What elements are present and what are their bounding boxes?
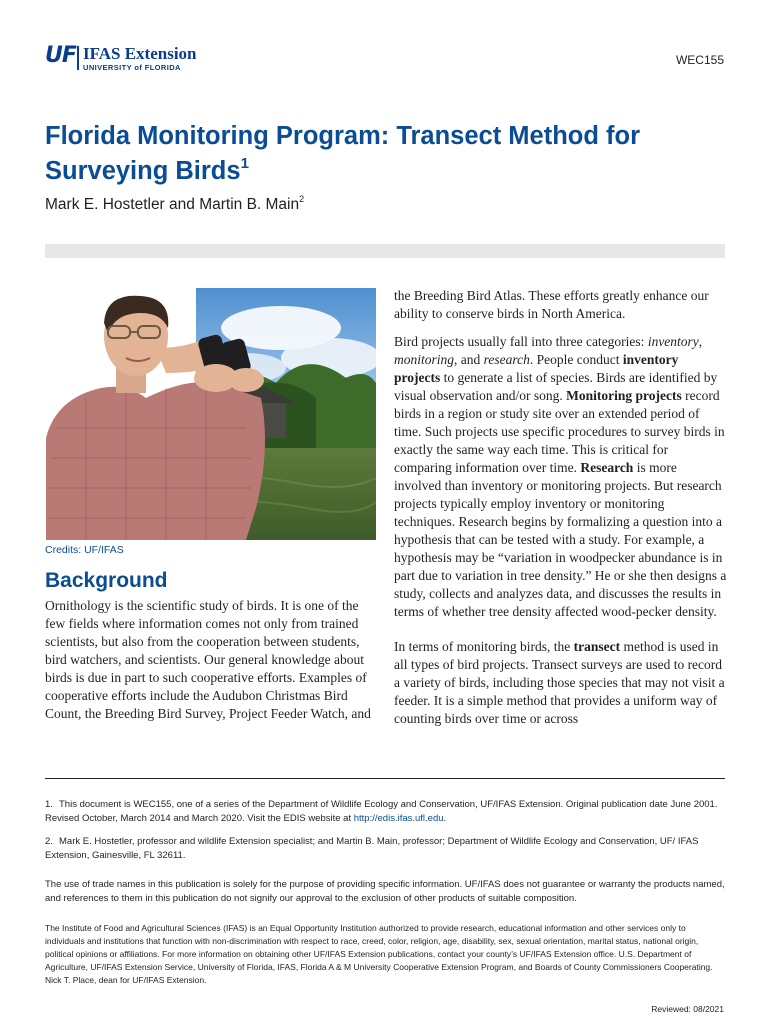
term-inventory: inventory: [647, 334, 699, 349]
logo-divider: [77, 46, 79, 70]
header-rule: [45, 244, 725, 258]
ifas-extension-logo: [45, 44, 215, 74]
authors-line: [45, 196, 304, 214]
text-run: Bird projects usually fall into three categories:: [394, 334, 648, 349]
photo-credits: Credits: UF/IFAS: [45, 544, 124, 556]
authors-footnote-mark: 2: [299, 194, 305, 204]
logo-university-text: UNIVERSITY of FLORIDA: [83, 63, 181, 72]
title-footnote-mark: 1: [240, 155, 249, 172]
term-research: research: [483, 352, 530, 367]
birdwatcher-photo: [46, 288, 376, 540]
footnote-text: This document is WEC155, one of a series of the Department of Wildlife Ecology and Conservation, UF/IFAS Extension. Original publication date June 2001. Revised October, March 2014 and March 2020. Visit the EDIS website at: [45, 799, 718, 824]
footnote-number: 1.: [45, 799, 53, 810]
text-run: method is used in all types of bird projects. Transect surveys are used to record a variety of birds, including those species that may not visit a feeder. It is a simple method that provides a uniform way of counting birds over time or across: [394, 639, 725, 726]
reviewed-date: Reviewed: 08/2021: [651, 1004, 724, 1014]
text-run: record birds in a region or study site over an extended period of time. Such projects use specific procedures to survey birds in exactly the same way each time. This is critical for comparing information over time.: [394, 388, 725, 475]
section-heading-background: Background: [45, 569, 168, 592]
text-run: to generate a list of species. Birds are identified by visual observation and/or song.: [394, 370, 718, 403]
footnote-period: .: [443, 812, 447, 824]
uf-logo-mark: UF: [45, 43, 76, 68]
authors-text: Mark E. Hostetler and Martin B. Main: [45, 196, 300, 213]
term-transect: transect: [573, 639, 621, 654]
text-run: In terms of monitoring birds, the: [394, 639, 574, 654]
institution-statement: The Institute of Food and Agricultural Sciences (IFAS) is an Equal Opportunity Institution authorized to provide research, educational information and other services only to individuals and institutions that function with non-discrimination with respect to race, creed, color, religion, age, disability, sex, sexual orientation, marital status, national origin, political opinions or affiliations. For more information on obtaining other UF/IFAS Extension publications, contact your county’s UF/IFAS Extension office. U.S. Department of Agriculture, UF/IFAS Extension Service, University of Florida, IFAS, Florida A & M University Cooperative Extension Program, and Boards of County Commissioners Cooperating. Nick T. Place, dean for UF/IFAS Extension.: [45, 923, 713, 985]
paragraph-transect-method: [394, 638, 727, 728]
trade-name-disclaimer: The use of trade names in this publication is solely for the purpose of providing specific information. UF/IFAS does not guarantee or warranty the products named, and references to them in this publication do not signify our approval to the exclusion of other products of suitable composition.: [45, 879, 725, 904]
text-run: is more involved than inventory or monitoring projects. But research projects typically employ inventory or monitoring techniques. Research begins by formalizing a question into a hypothesis that can be tested with a study. For example, a hypothesis may be “variation in woodpecker abundance is in part due to variation in tree density.” He or she then designs a study, collects and analyzes data, and discusses the results in terms of whether tree density affected wood-pecker density.: [394, 460, 727, 619]
term-monitoring: monitoring: [394, 352, 455, 367]
right-column: [394, 287, 727, 738]
paragraph-bird-projects: [394, 333, 727, 621]
footnote-text: Mark E. Hostetler, professor and wildlife Extension specialist; and Martin B. Main, professor; Department of Wildlife Ecology and Conservation, UF/ IFAS Extension, Gainesville, FL 32611.: [45, 836, 699, 861]
text-run: ,: [698, 334, 703, 349]
page-title-text: Florida Monitoring Program: Transect Method for Surveying Birds: [45, 122, 641, 185]
text-run: . People conduct: [529, 352, 623, 367]
footnote-divider: [45, 778, 725, 779]
term-research-bold: Research: [580, 460, 634, 475]
document-id: WEC155: [675, 53, 724, 67]
footnote-1: [45, 798, 725, 825]
term-inventory-projects: inventory projects: [394, 352, 679, 385]
photo-illustration: [46, 288, 376, 540]
logo-ifas-text: IFAS Extension: [83, 44, 197, 63]
edis-link[interactable]: http://edis.ifas.ufl.edu: [353, 812, 444, 824]
text-run: , and: [454, 352, 484, 367]
footnote-2: [45, 835, 725, 862]
footnote-number: 2.: [45, 836, 53, 847]
page-title: [45, 119, 685, 189]
background-paragraph: Ornithology is the scientific study of birds. It is one of the few fields where information comes not only from trained scientists, but also from the cooperation between students, bird watchers, and scientists. Our general knowledge about birds is due in part to such cooperative efforts. Examples of cooperative efforts include the Audubon Christmas Bird Count, the Breeding Bird Survey, Project Feeder Watch, and: [45, 598, 371, 721]
term-monitoring-projects: Monitoring projects: [566, 388, 682, 403]
paragraph-breeding-bird-atlas: the Breeding Bird Atlas. These efforts greatly enhance our ability to conserve birds in North America.: [394, 288, 709, 321]
